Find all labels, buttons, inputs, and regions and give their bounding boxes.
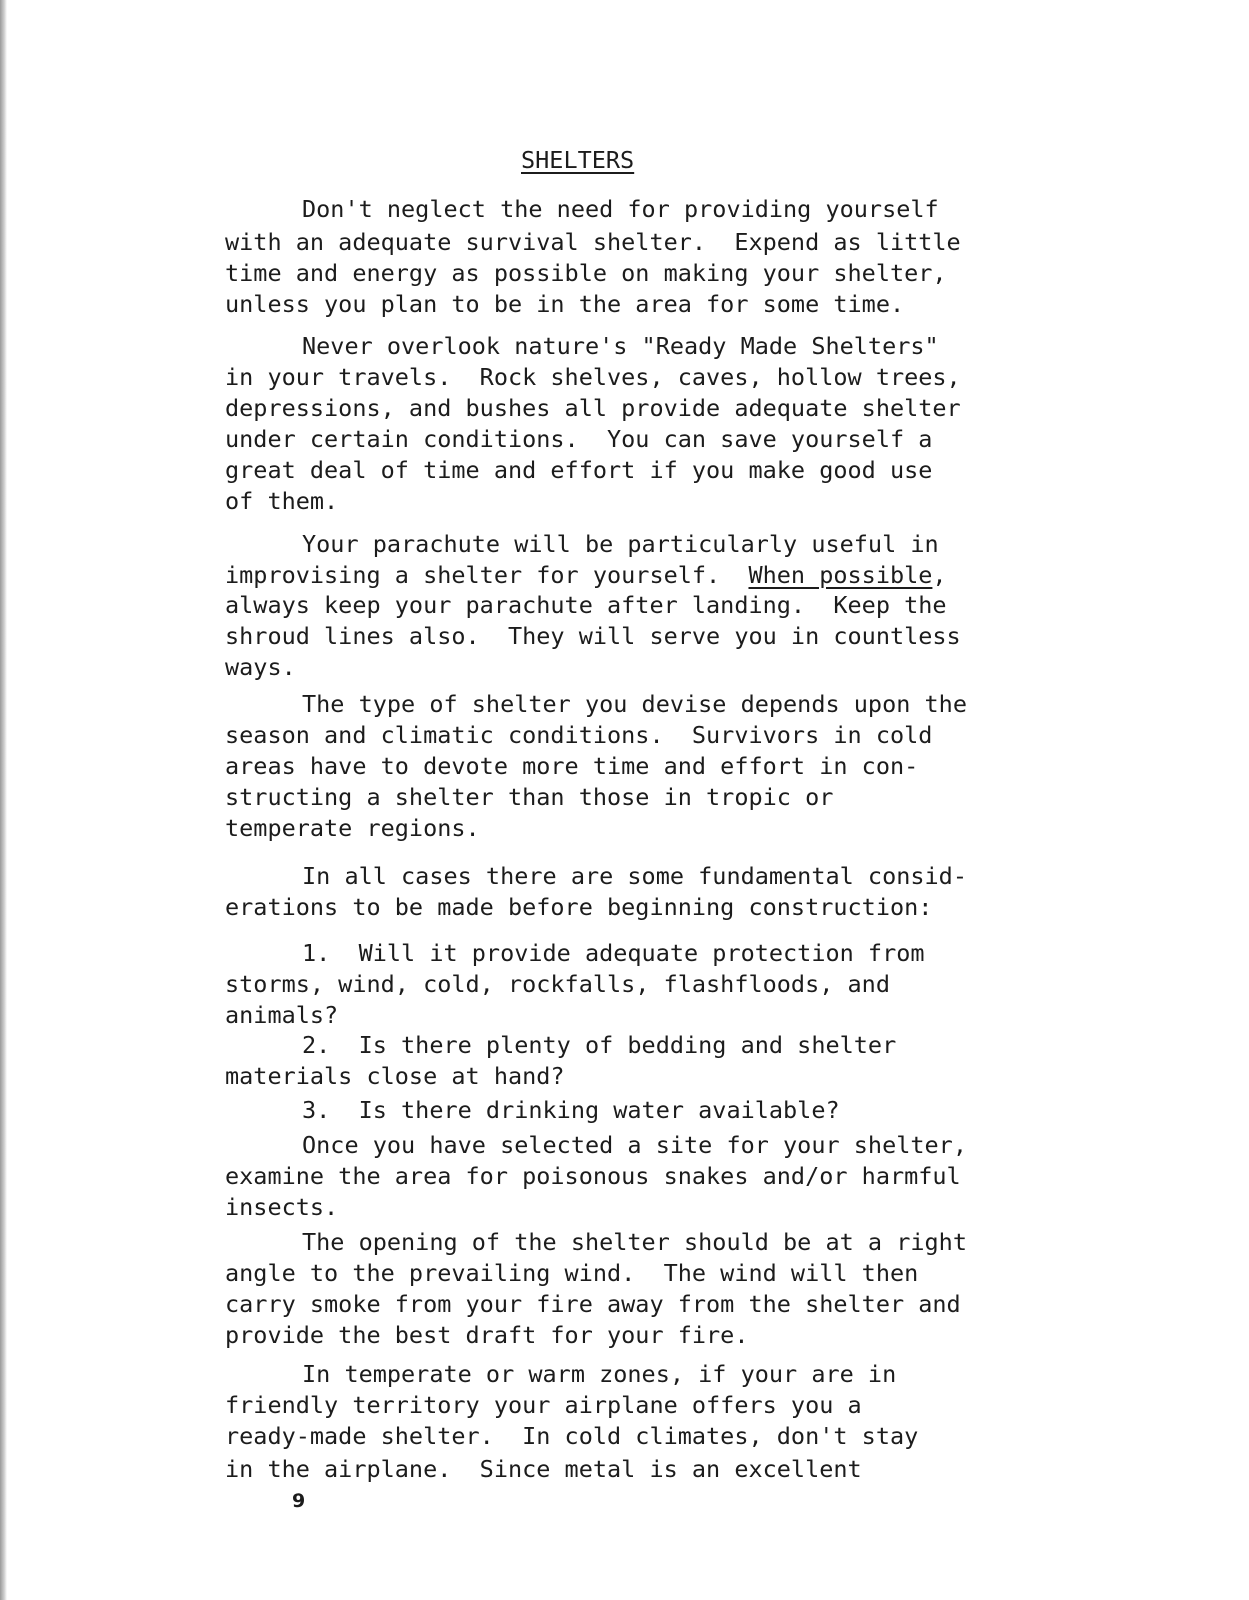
paragraph-5-line-2: erations to be made before beginning construction: — [225, 893, 933, 921]
page-number: 9 — [292, 1490, 306, 1512]
paragraph-8-line-1: In temperate or warm zones, if your are in — [302, 1360, 897, 1388]
list-item-1-line-3: animals? — [225, 1001, 339, 1029]
emphasis-when-possible: When possible — [748, 561, 933, 589]
paragraph-5-line-1: In all cases there are some fundamental consid- — [302, 862, 967, 890]
paragraph-2-line-6: of them. — [225, 487, 339, 515]
paragraph-7-line-2: angle to the prevailing wind. The wind will then — [225, 1259, 919, 1287]
paragraph-1-line-1: Don't neglect the need for providing yourself — [302, 195, 939, 223]
paragraph-3-line-3: always keep your parachute after landing. Keep the — [225, 591, 947, 619]
paragraph-6-line-1: Once you have selected a site for your shelter, — [302, 1131, 967, 1159]
paragraph-3-line-4: shroud lines also. They will serve you in countless — [225, 622, 961, 650]
list-item-2-line-1: 2. Is there plenty of bedding and shelter — [302, 1031, 897, 1059]
paragraph-4-line-4: structing a shelter than those in tropic or — [225, 783, 834, 811]
list-item-1-line-2: storms, wind, cold, rockfalls, flashfloods, and — [225, 970, 890, 998]
list-item-3-line-1: 3. Is there drinking water available? — [302, 1096, 840, 1124]
paragraph-1-line-3: time and energy as possible on making your shelter, — [225, 259, 947, 287]
paragraph-4-line-5: temperate regions. — [225, 814, 480, 842]
paragraph-1-line-4: unless you plan to be in the area for some time. — [225, 290, 905, 318]
paragraph-4-line-2: season and climatic conditions. Survivors in cold — [225, 721, 933, 749]
paragraph-4-line-3: areas have to devote more time and effort in con- — [225, 752, 919, 780]
paragraph-2-line-4: under certain conditions. You can save yourself a — [225, 425, 933, 453]
paragraph-7-line-1: The opening of the shelter should be at a right — [302, 1228, 967, 1256]
paragraph-7-line-4: provide the best draft for your fire. — [225, 1321, 749, 1349]
paragraph-2-line-2: in your travels. Rock shelves, caves, hollow trees, — [225, 363, 961, 391]
paragraph-7-line-3: carry smoke from your fire away from the shelter and — [225, 1290, 961, 1318]
emphasis-tail: , — [932, 561, 947, 589]
paragraph-3-line-2-text: improvising a shelter for yourself. — [225, 561, 749, 589]
paragraph-2-line-1: Never overlook nature's "Ready Made Shelters" — [302, 332, 939, 360]
paragraph-8-line-4: in the airplane. Since metal is an excellent — [225, 1455, 862, 1483]
list-item-2-line-2: materials close at hand? — [225, 1062, 565, 1090]
paragraph-8-line-2: friendly territory your airplane offers you a — [225, 1391, 862, 1419]
paragraph-3-line-2 — [225, 561, 947, 589]
paragraph-6-line-3: insects. — [225, 1193, 339, 1221]
paragraph-1-line-2: with an adequate survival shelter. Expend as little — [225, 228, 961, 256]
paragraph-2-line-3: depressions, and bushes all provide adequate shelter — [225, 394, 961, 422]
paragraph-2-line-5: great deal of time and effort if you make good use — [225, 456, 933, 484]
paragraph-3-line-1: Your parachute will be particularly useful in — [302, 530, 939, 558]
paragraph-6-line-2: examine the area for poisonous snakes and/or harmful — [225, 1162, 961, 1190]
paragraph-8-line-3: ready-made shelter. In cold climates, don't stay — [225, 1422, 919, 1450]
page-title: SHELTERS — [521, 146, 635, 174]
paragraph-4-line-1: The type of shelter you devise depends upon the — [302, 690, 967, 718]
paragraph-3-line-5: ways. — [225, 653, 296, 681]
list-item-1-line-1: 1. Will it provide adequate protection from — [302, 939, 925, 967]
